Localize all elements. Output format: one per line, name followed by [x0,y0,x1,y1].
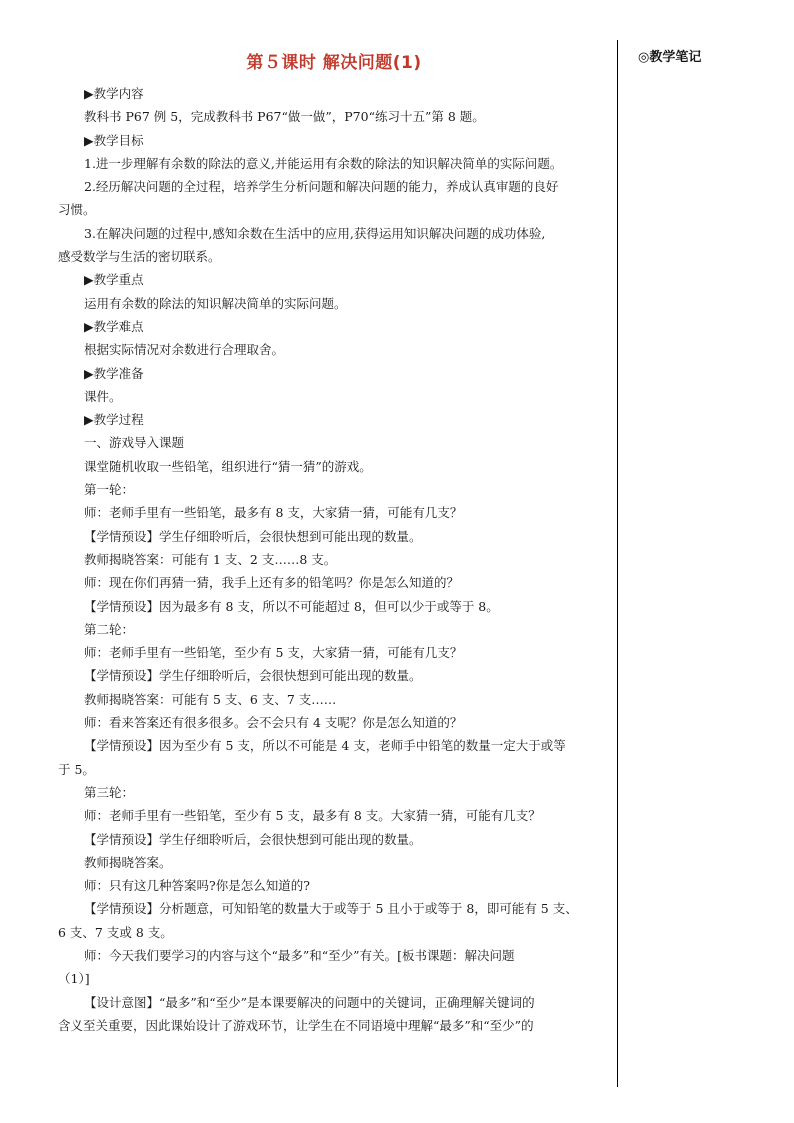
text-line: 师：今天我们要学习的内容与这个“最多”和“至少”有关。[板书课题：解决问题 [84,947,515,963]
text-line: 第一轮： [84,482,135,498]
text-line: 【学情预设】学生仔细聆听后，会很快想到可能出现的数量。 [84,831,422,847]
section-heading: ▶教学内容 [84,86,144,101]
margin-divider [617,40,618,1087]
section-heading: ▶教学难点 [84,318,144,334]
text-line: 教科书 P67 例 5，完成教科书 P67“做一做”，P70“练习十五”第 8 题。 [84,109,485,125]
text-line: 教师揭晓答案。 [84,854,172,870]
page-title: 第５课时 解决问题(1) [246,53,422,73]
text-line: 感受数学与生活的密切联系。 [58,249,221,265]
text-line: 【学情预设】因为至少有 5 支，所以不可能是 4 支，老师手中铅笔的数量一定大于或等 [84,738,566,754]
text-line: 【学情预设】分析题意，可知铅笔的数量大于或等于 5 且小于或等于 8，即可能有 5 支、 [84,901,578,917]
text-line: 2.经历解决问题的全过程，培养学生分析问题和解决问题的能力，养成认真审题的良好 [84,179,559,195]
text-line: 【学情预设】学生仔细聆听后，会很快想到可能出现的数量。 [84,528,422,544]
text-line: 6 支、7 支或 8 支。 [58,924,173,940]
section-heading: ▶教学准备 [84,365,144,381]
text-line: 师：老师手里有一些铅笔，至少有 5 支，最多有 8 支。大家猜一猜，可能有几支？ [84,808,541,824]
section-heading: ▶教学过程 [84,412,144,428]
text-line: 3.在解决问题的过程中,感知余数在生活中的应用,获得运用知识解决问题的成功体验, [84,225,546,241]
text-line: 【学情预设】因为最多有 8 支，所以不可能超过 8，但可以少于或等于 8。 [84,598,499,614]
text-line: 教师揭晓答案：可能有 5 支、6 支、7 支…… [84,691,337,707]
text-line: 师：看来答案还有很多很多。会不会只有 4 支呢？你是怎么知道的？ [84,715,463,731]
text-line: （1）] [58,971,90,987]
text-line: 师：老师手里有一些铅笔，最多有 8 支，大家猜一猜，可能有几支？ [84,505,463,521]
text-line: 习惯。 [58,202,96,218]
section-heading: ▶教学目标 [84,132,144,148]
text-line: 含义至关重要，因此课始设计了游戏环节，让学生在不同语境中理解“最多”和“至少”的 [58,1017,534,1033]
text-line: 第三轮： [84,784,135,800]
text-line: 教师揭晓答案：可能有 1 支、2 支……8 支。 [84,551,337,567]
text-line: 运用有余数的除法的知识解决简单的实际问题。 [84,295,347,311]
text-line: 课件。 [84,388,122,404]
teaching-notes-label: ◎教学笔记 [638,50,702,65]
text-line: 师：老师手里有一些铅笔，至少有 5 支，大家猜一猜，可能有几支？ [84,645,463,661]
text-line: 1.进一步理解有余数的除法的意义,并能运用有余数的除法的知识解决简单的实际问题。 [84,155,563,171]
text-line: 师：现在你们再猜一猜，我手上还有多的铅笔吗？你是怎么知道的？ [84,575,460,591]
text-line: 【设计意图】“最多”和“至少”是本课要解决的问题中的关键词，正确理解关键词的 [84,994,535,1010]
text-line: 于 5。 [58,761,95,777]
text-line: 第二轮： [84,621,135,637]
text-line: 师：只有这几种答案吗?你是怎么知道的? [84,878,310,894]
section-heading: ▶教学重点 [84,272,144,288]
lesson-body [58,82,615,1037]
text-line: 【学情预设】学生仔细聆听后，会很快想到可能出现的数量。 [84,668,422,684]
text-line: 一、游戏导入课题 [84,435,185,451]
text-line: 根据实际情况对余数进行合理取舍。 [84,342,285,358]
text-line: 课堂随机收取一些铅笔，组织进行“猜一猜”的游戏。 [84,458,372,474]
